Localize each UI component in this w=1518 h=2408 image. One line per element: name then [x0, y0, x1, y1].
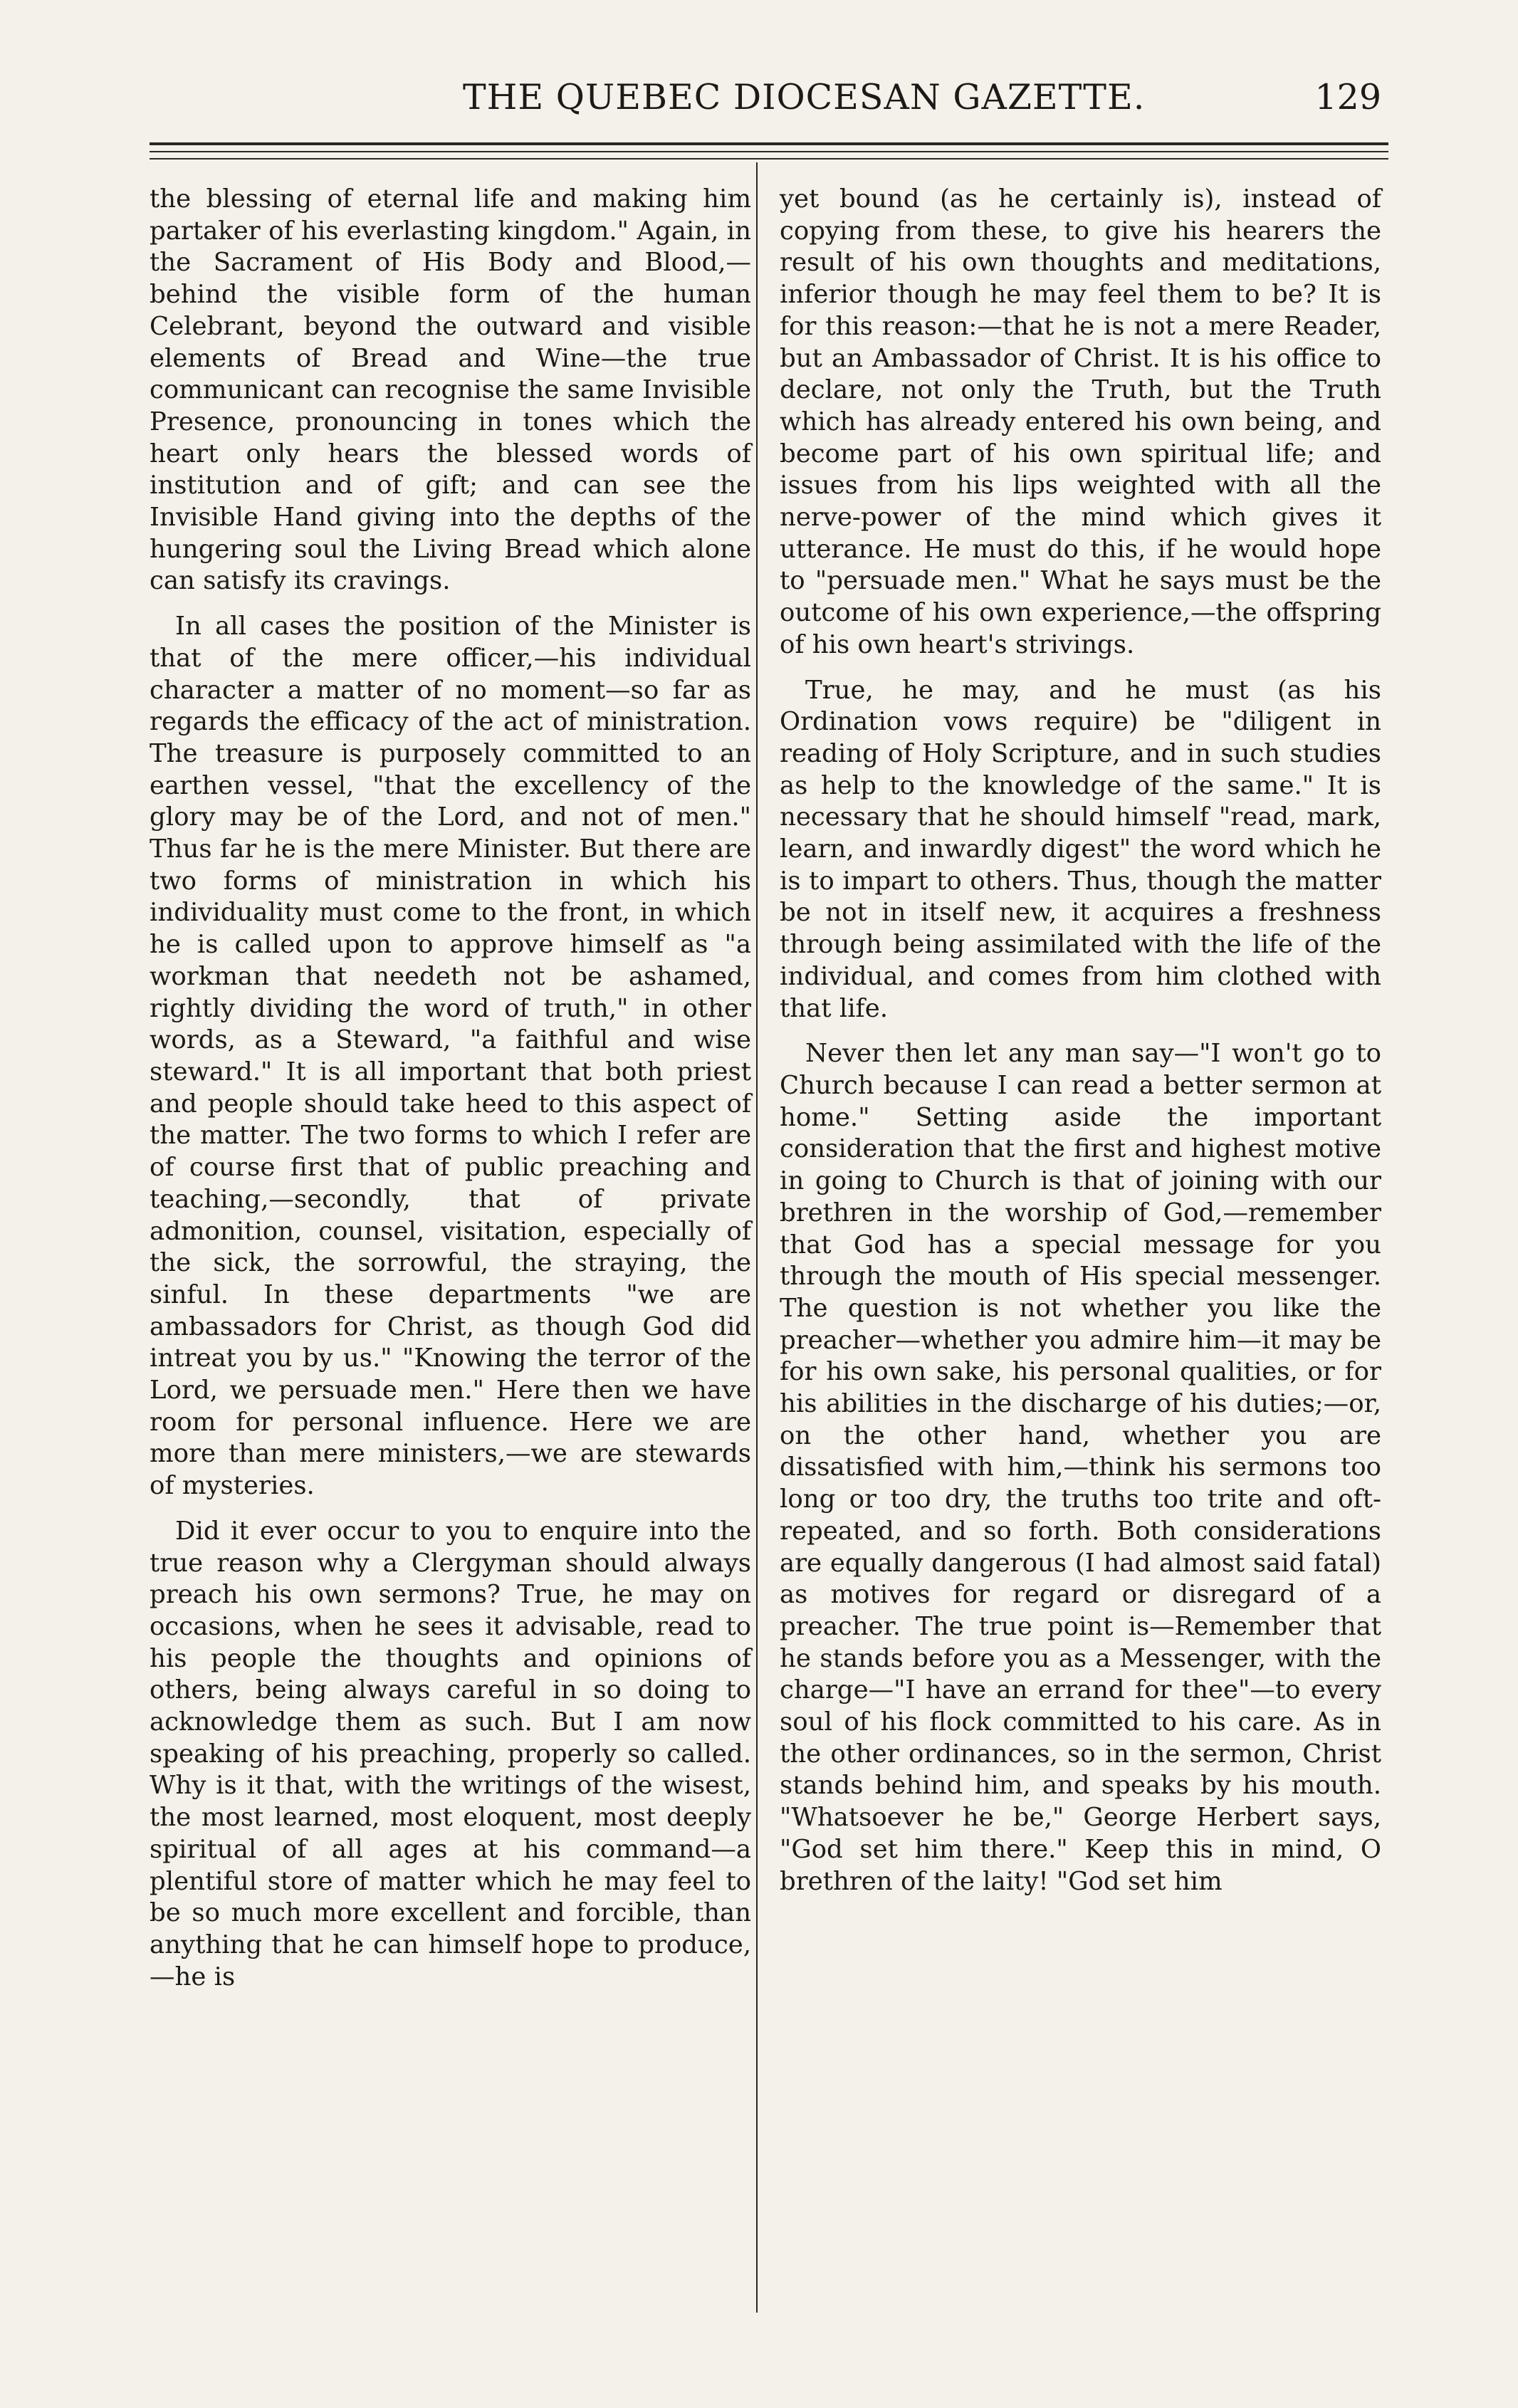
header-rule	[150, 158, 1388, 159]
paragraph: In all cases the position of the Minister is that of the mere officer,—his individual character a matter of no moment—so far as regards the efficacy of the act of ministration. The treasure is purposely committed to an earthen vessel, "that the excellency of the glory may be of the Lord, and not of men." Thus far he is the mere Minister. But there are two forms of ministration in which his individuality must come to the front, in which he is called upon to approve himself as "a workman that needeth not be ashamed, rightly dividing the word of truth," in other words, as a Steward, "a faithful and wise steward." It is all important that both priest and people should take heed to this aspect of the matter. The two forms to which I refer are of course first that of public preaching and teaching,—secondly, that of private admonition, counsel, visitation, especially of the sick, the sorrowful, the straying, the sinful. In these departments "we are ambassadors for Christ, as though God did intreat you by us." "Knowing the terror of the Lord, we persuade men." Here then we have room for personal influence. Here we are more than mere ministers,—we are stewards of mysteries.	[150, 612, 751, 1501]
header-rule	[150, 142, 1388, 145]
running-title: THE QUEBEC DIOCESAN GAZETTE.	[463, 77, 1146, 117]
right-column	[780, 184, 1381, 1911]
left-column	[150, 184, 751, 2006]
page-header	[150, 77, 1388, 134]
page-number: 129	[1314, 77, 1381, 117]
header-rule	[150, 151, 1388, 152]
paragraph: True, he may, and he must (as his Ordination vows require) be "diligent in reading of Holy Scripture, and in such studies as help to the knowledge of the same." It is necessary that he should himself "read, mark, learn, and inwardly digest" the word which he is to impart to others. Thus, though the matter be not in itself new, it acquires a freshness through being assimilated with the life of the individual, and comes from him clothed with that life.	[780, 675, 1381, 1023]
paragraph: the blessing of eternal life and making him partaker of his everlasting kingdom." Again, in the Sacrament of His Body and Blood,—behind the visible form of the human Celebrant, beyond the outward and visible elements of Bread and Wine—the true communicant can recognise the same Invisible Presence, pronouncing in tones which the heart only hears the blessed words of institution and of gift; and can see the Invisible Hand giving into the depths of the hungering soul the Living Bread which alone can satisfy its cravings.	[150, 184, 751, 596]
paragraph: yet bound (as he certainly is), instead of copying from these, to give his hearers the result of his own thoughts and meditations, inferior though he may feel them to be? It is for this reason:—that he is not a mere Reader, but an Ambassador of Christ. It is his office to declare, not only the Truth, but the Truth which has already entered his own being, and become part of his own spiritual life; and issues from his lips weighted with all the nerve-power of the mind which gives it utterance. He must do this, if he would hope to "persuade men." What he says must be the outcome of his own experience,—the offspring of his own heart's strivings.	[780, 184, 1381, 659]
column-divider	[756, 162, 758, 2313]
paragraph: Did it ever occur to you to enquire into the true reason why a Clergyman should always preach his own sermons? True, he may on occasions, when he sees it advisable, read to his people the thoughts and opinions of others, being always careful in so doing to acknowledge them as such. But I am now speaking of his preaching, properly so called. Why is it that, with the writings of the wisest, the most learned, most eloquent, most deeply spiritual of all ages at his command—a plentiful store of matter which he may feel to be so much more excellent and forcible, than anything that he can himself hope to produce,—he is	[150, 1516, 751, 1991]
paragraph: Never then let any man say—"I won't go to Church because I can read a better sermon at home." Setting aside the important consideration that the first and highest motive in going to Church is that of joining with our brethren in the worship of God,—remember that God has a special message for you through the mouth of His special messenger. The question is not whether you like the preacher—whether you admire him—it may be for his own sake, his personal qualities, or for his abilities in the discharge of his duties;—or, on the other hand, whether you are dissatisfied with him,—think his sermons too long or too dry, the truths too trite and oft-repeated, and so forth. Both considerations are equally dangerous (I had almost said fatal) as motives for regard or disregard of a preacher. The true point is—Remember that he stands before you as a Messenger, with the charge—"I have an errand for thee"—to every soul of his flock committed to his care. As in the other ordinances, so in the sermon, Christ stands behind him, and speaks by his mouth. "Whatsoever he be," George Herbert says, "God set him there." Keep this in mind, O brethren of the laity! "God set him	[780, 1039, 1381, 1896]
